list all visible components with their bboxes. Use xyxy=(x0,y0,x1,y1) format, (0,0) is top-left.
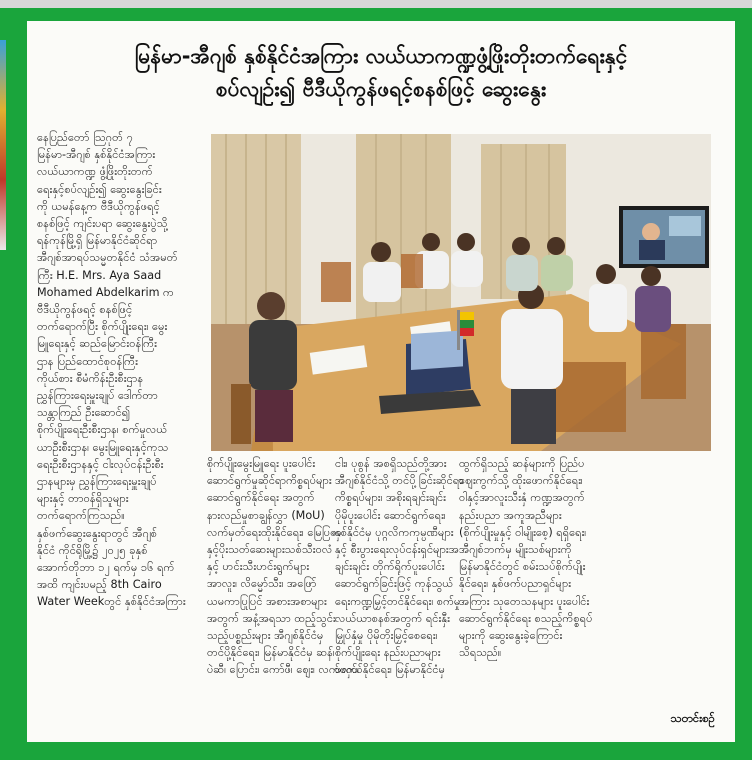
article-text-line: ဖလှယ်နိုင်ရေး၊ မြန်မာနိုင်ငံမှ xyxy=(335,663,446,677)
article-text-line: (စိုက်ပျိုးမှုနှင့် ဝါမျိုးစေ့) ရရှိရေး၊ xyxy=(459,525,587,539)
article-text-line: နှင့် ဟင်းသီးဟင်းရွက်များ xyxy=(207,560,310,574)
article-text-line: ဗီဒီယိုကွန်ဖရင့် စနစ်ဖြင့် xyxy=(37,303,133,317)
article-text-line: နည်းပညာ အကူအညီများ xyxy=(459,508,562,522)
article-text-line: စိုက်ပျိုးရေးဦးစီးဌာန၊ စက်မှုလယ် xyxy=(37,423,168,437)
article-text-line: နှစ်နိုင်ငံမှ ပုဂ္ဂလိကကုမ္ပဏီများ xyxy=(335,525,454,539)
article-text-line: စနစ်ဖြင့် ကျင်းပရာ ဆွေးနွေးပွဲသို့ xyxy=(37,217,168,231)
article-text-line: နိုင်ငံ ကိုင်ရိုမြို့၌ ၂၀၂၅ ခုနှစ် xyxy=(37,543,148,557)
article-text-line: ဆောင်ရွက်နိုင်ရေး စသည့်ကိစ္စရပ် xyxy=(459,611,593,625)
article-text-line: အီဂျစ်ဘက်မှ မျိုးသစ်များကို xyxy=(459,543,572,557)
article-column-4 xyxy=(459,455,593,661)
article-text-line: မြန်မာ-အီဂျစ် နှစ်နိုင်ငံအကြား xyxy=(37,148,156,162)
article-text-line: ဆောင်ရွက်မှုဆိုင်ရာကိစ္စရပ်များ xyxy=(207,474,332,488)
article-text-line: နှစ်ဖက်ဆွေးနွေးရာတွင် အီဂျစ် xyxy=(37,526,158,540)
article-text-line: တက်ရောက်ပြီး စိုက်ပျိုးရေး၊ မွေး xyxy=(37,320,168,334)
article-text-line: နှင့်ပိုးသတ်ဆေးများသစ်သီးဝလံ xyxy=(207,543,333,557)
article-text-line: ငါး၊ ပုစွန် အစရှိသည်တို့အား xyxy=(335,457,447,470)
article-text-line: ယမကာပြုပြင် အစားအစာများ xyxy=(207,594,327,608)
video-conference-meeting-photo xyxy=(211,134,711,451)
article-text-line: ကြီး H.E. Mrs. Aya Saad xyxy=(37,268,162,282)
article-text-line: အီဂျစ်နိုင်ငံသို့ တင်ပို့ခြင်းဆိုင်ရာ xyxy=(335,474,464,488)
article-text-line: ကိစ္စရပ်များ၊ အစိုးရချင်းချင်း xyxy=(335,491,447,505)
left-edge-strip xyxy=(0,40,6,250)
article-text-line: သန္တာကြည် ဦးဆောင်၍ xyxy=(37,406,131,420)
article-text-line: တင်ပို့နိုင်ရေး၊ မြန်မာနိုင်ငံမှ ဆန်၊ xyxy=(207,646,335,660)
article-text-line: ရေးကဏ္ဍမြှင့်တင်နိုင်ရေး၊ စက်မှု xyxy=(335,594,461,608)
article-text-line: သည့်ပစ္စည်းများ အီဂျစ်နိုင်ငံမှ xyxy=(207,629,324,643)
byline: သတင်းစဉ် xyxy=(670,711,715,725)
article-text-line: စိုက်ပျိုးမွေးမြူရေး ပူးပေါင်း xyxy=(207,457,316,470)
article-text-line: အာလူး၊ လိမ္မော်သီး၊ အဖြော် xyxy=(207,577,317,591)
article-text-line: အထိ ကျင်းပမည့် 8th Cairo xyxy=(37,578,162,592)
article-text-line: Water Weekတွင် နှစ်နိုင်ငံအကြား xyxy=(37,595,186,609)
meeting-photo-illustration xyxy=(211,134,711,451)
article-text-line: ပိုမိုပူးပေါင်း ဆောင်ရွက်ရေး၊ xyxy=(335,508,446,522)
article-text-line: နားလည်မှုစာချွန်လွှာ (MoU) xyxy=(207,508,325,522)
headline-line-1: မြန်မာ-အီဂျစ် နှစ်နိုင်ငံအကြား လယ်ယာကဏ္ဍဖွံ့ဖြိုးတိုးတက်ရေးနှင့် xyxy=(134,44,628,68)
article-text-line: အောက်တိုဘာ ၁၂ ရက်မှ ၁၆ ရက် xyxy=(37,561,175,575)
article-text-line: ဆောင်ရွက်ခြင်းဖြင့် ကုန်သွယ် xyxy=(335,577,454,591)
article-text-line: ကိုယ်စား စီမံကိန်းဦးစီးဌာန xyxy=(37,371,144,385)
news-article xyxy=(27,21,735,742)
article-text-line: ဌာန ပြည်ထောင်စုဝန်ကြီး xyxy=(37,354,138,368)
article-text-line: သိရသည်။ xyxy=(459,646,502,660)
article-text-line: ကို ယမန်နေ့က ဗီဒီယိုကွန်ဖရင့် xyxy=(37,199,160,213)
article-text-line: ချင်းချင်း တိုက်ရိုက်ပူးပေါင်း xyxy=(335,560,445,574)
article-text-line: လယ်ယာကဏ္ဍ ဖွံ့ဖြိုးတိုးတက် xyxy=(37,165,153,179)
article-text-line: ဆောင်ရွက်နိုင်ရေး အတွက် xyxy=(207,491,315,505)
article-text-line: ရန်ကုန်မြို့ရှိ မြန်မာနိုင်ငံဆိုင်ရာ xyxy=(37,234,158,248)
article-text-line: အတွက် အနံ့အရသာ ထည့်သွင်း xyxy=(207,611,336,625)
article-text-line: ပဲဆီ၊ ပြောင်း၊ ကော်ဖီ၊ ဈေး၊ လက်ဖက်၊ xyxy=(207,663,360,677)
article-text-line: အီဂျစ်အာရပ်သမ္မတနိုင်ငံ သံအမတ် xyxy=(37,251,178,265)
article-column-2 xyxy=(207,455,360,679)
article-text-line: ညွှန်ကြားရေးမှူးချုပ် ဒေါက်တာ xyxy=(37,389,158,403)
article-text-line: Mohamed Abdelkarim က xyxy=(37,285,174,299)
headline-line-2: စပ်လျဉ်း၍ ဗီဒီယိုကွန်ဖရင့်စနစ်ဖြင့် ဆွေးနွေး xyxy=(215,77,547,101)
article-text-line: နေပြည်တော် ဩဂုတ် ၇ xyxy=(37,131,133,144)
article-column-1 xyxy=(37,129,207,611)
article-text-line: ရေးနှင့်စပ်လျဉ်း၍ ဆွေးနွေးခြင်း xyxy=(37,182,162,196)
article-text-line: ယာဦးစီးဌာန၊ မွေးမြူရေးနှင့်ကုသ xyxy=(37,440,169,454)
article-text-line: တက်ရောက်ကြသည်။ xyxy=(37,509,125,523)
article-text-line: ဈေးကွက်သို့ ထိုးဖောက်နိုင်ရေး၊ xyxy=(459,474,583,488)
article-text-line: များနှင့် တာဝန်ရှိသူများ xyxy=(37,492,129,506)
article-text-line: နိုင်ရေး၊ နှစ်ဖက်ပညာရှင်များ xyxy=(459,577,572,591)
article-column-3 xyxy=(335,455,464,679)
article-text-line: နှင့် စီးပွားရေးလုပ်ငန်းရှင်များအ xyxy=(335,543,460,557)
article-text-line: လယ်ယာစနစ်အတွက် ရင်းနှီး xyxy=(335,611,450,625)
article-text-line: မြူရေးနှင့် ဆည်မြောင်းဝန်ကြီး xyxy=(37,337,157,351)
article-text-line: များကို ဆွေးနွေးခဲ့ကြောင်း xyxy=(459,629,563,643)
article-text-line: မြန်မာနိုင်ငံတွင် စမ်းသပ်စိုက်ပျိုး xyxy=(459,560,586,574)
article-text-line: ဝါနှင့်အာလူးသီးနှံ ကဏ္ဍအတွက် xyxy=(459,491,585,505)
top-strip xyxy=(0,0,752,8)
article-text-line: ထွက်ရှိသည့် ဆန်များကို ပြည်ပ xyxy=(459,457,585,470)
headline xyxy=(27,41,735,104)
article-text-line: မြှုပ်နှံမှု ပိုမိုတိုးမြှင့်စေရေး၊ xyxy=(335,629,438,643)
article-text-line: လက်မှတ်ရေးထိုးနိုင်ရေး၊ မြေပြဇာ xyxy=(207,525,342,539)
article-text-line: ရေးဦးစီးဌာနနှင့် ငါးလုပ်ငန်းဦးစီး xyxy=(37,457,164,471)
article-text-line: အကြား သုတေသနများ ပူးပေါင်း xyxy=(459,594,590,608)
article-text-line: စိုက်ပျိုးရေး နည်းပညာများ xyxy=(335,646,441,660)
article-text-line: ဌာနများမှ ညွှန်ကြားရေးမှူးချုပ် xyxy=(37,475,157,489)
